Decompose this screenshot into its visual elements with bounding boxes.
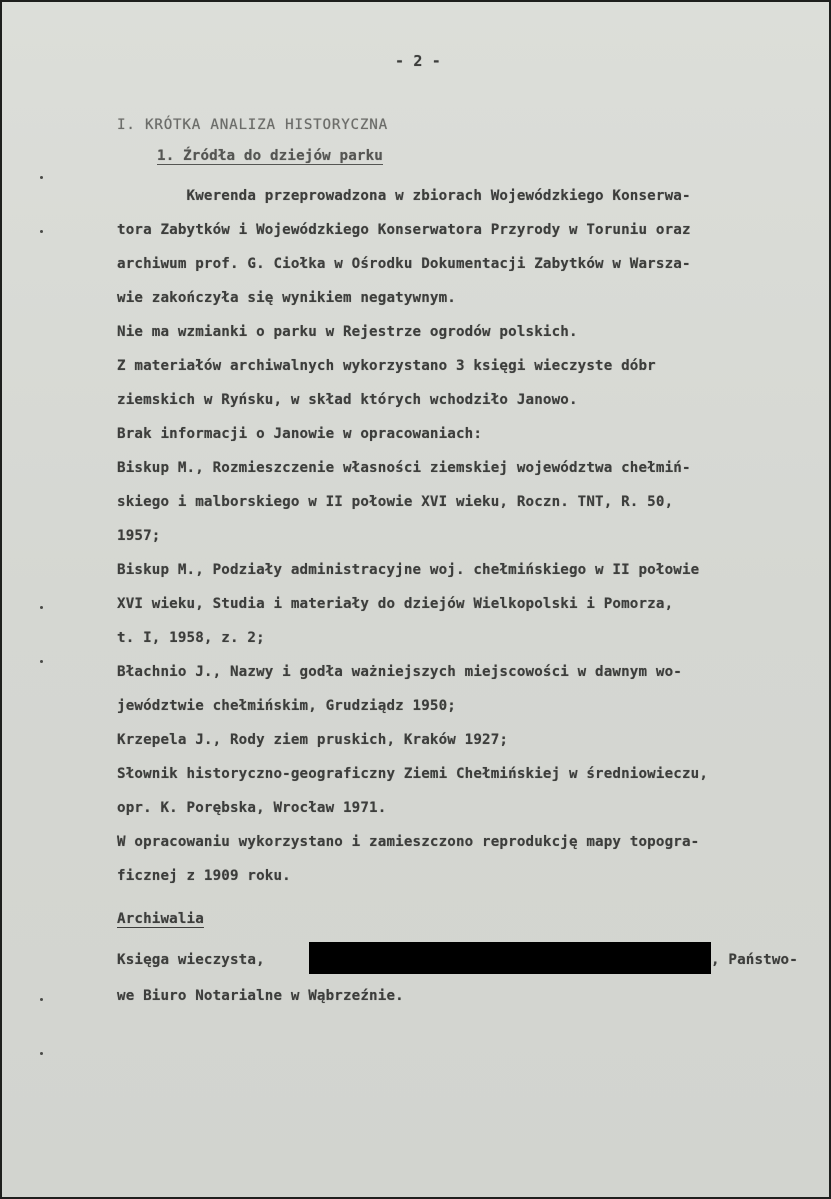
margin-dot bbox=[40, 998, 43, 1001]
bibliography-entry: opr. K. Porębska, Wrocław 1971. bbox=[117, 800, 387, 816]
body-line: wie zakończyła się wynikiem negatywnym. bbox=[117, 290, 456, 306]
margin-dot bbox=[40, 606, 43, 609]
archive-entry-start: Księga wieczysta, bbox=[117, 952, 265, 968]
bibliography-entry: Biskup M., Podziały administracyjne woj. chełmińskiego w II połowie bbox=[117, 562, 700, 578]
margin-dot bbox=[40, 1052, 43, 1055]
bibliography-entry: 1957; bbox=[117, 528, 161, 544]
archive-heading: Archiwalia bbox=[117, 911, 204, 927]
bibliography-entry: Biskup M., Rozmieszczenie własności ziemskiej województwa chełmiń- bbox=[117, 460, 691, 476]
bibliography-entry: Słownik historyczno-geograficzny Ziemi Chełmińskiej w średniowieczu, bbox=[117, 766, 709, 782]
body-line: Kwerenda przeprowadzona w zbiorach Wojewódzkiego Konserwa- bbox=[117, 188, 691, 204]
archive-entry-end: , Państwo- bbox=[711, 952, 798, 968]
body-line: Z materiałów archiwalnych wykorzystano 3 księgi wieczyste dóbr bbox=[117, 358, 656, 374]
body-line: Brak informacji o Janowie w opracowaniach: bbox=[117, 426, 483, 442]
bibliography-entry: skiego i malborskiego w II połowie XVI wieku, Roczn. TNT, R. 50, bbox=[117, 494, 674, 510]
redaction-bar bbox=[309, 942, 711, 974]
bibliography-entry: jewództwie chełmińskim, Grudziądz 1950; bbox=[117, 698, 456, 714]
section-heading: I. KRÓTKA ANALIZA HISTORYCZNA bbox=[117, 117, 388, 133]
page-number: - 2 - bbox=[395, 52, 441, 70]
body-line: ficznej z 1909 roku. bbox=[117, 868, 291, 884]
bibliography-entry: t. I, 1958, z. 2; bbox=[117, 630, 265, 646]
body-line: tora Zabytków i Wojewódzkiego Konserwatora Przyrody w Toruniu oraz bbox=[117, 222, 691, 238]
bibliography-entry: Krzepela J., Rody ziem pruskich, Kraków 1927; bbox=[117, 732, 509, 748]
archive-entry-line2: we Biuro Notarialne w Wąbrzeźnie. bbox=[117, 988, 404, 1004]
body-line: ziemskich w Ryńsku, w skład których wchodziło Janowo. bbox=[117, 392, 578, 408]
margin-dot bbox=[40, 176, 43, 179]
body-line: Nie ma wzmianki o parku w Rejestrze ogrodów polskich. bbox=[117, 324, 578, 340]
margin-dot bbox=[40, 660, 43, 663]
body-line: archiwum prof. G. Ciołka w Ośrodku Dokumentacji Zabytków w Warsza- bbox=[117, 256, 691, 272]
bibliography-entry: Błachnio J., Nazwy i godła ważniejszych miejscowości w dawnym wo- bbox=[117, 664, 682, 680]
bibliography-entry: XVI wieku, Studia i materiały do dziejów Wielkopolski i Pomorza, bbox=[117, 596, 674, 612]
subsection-heading: 1. Źródła do dziejów parku bbox=[157, 148, 383, 164]
body-line: W opracowaniu wykorzystano i zamieszczono reprodukcję mapy topogra- bbox=[117, 834, 700, 850]
margin-dot bbox=[40, 230, 43, 233]
